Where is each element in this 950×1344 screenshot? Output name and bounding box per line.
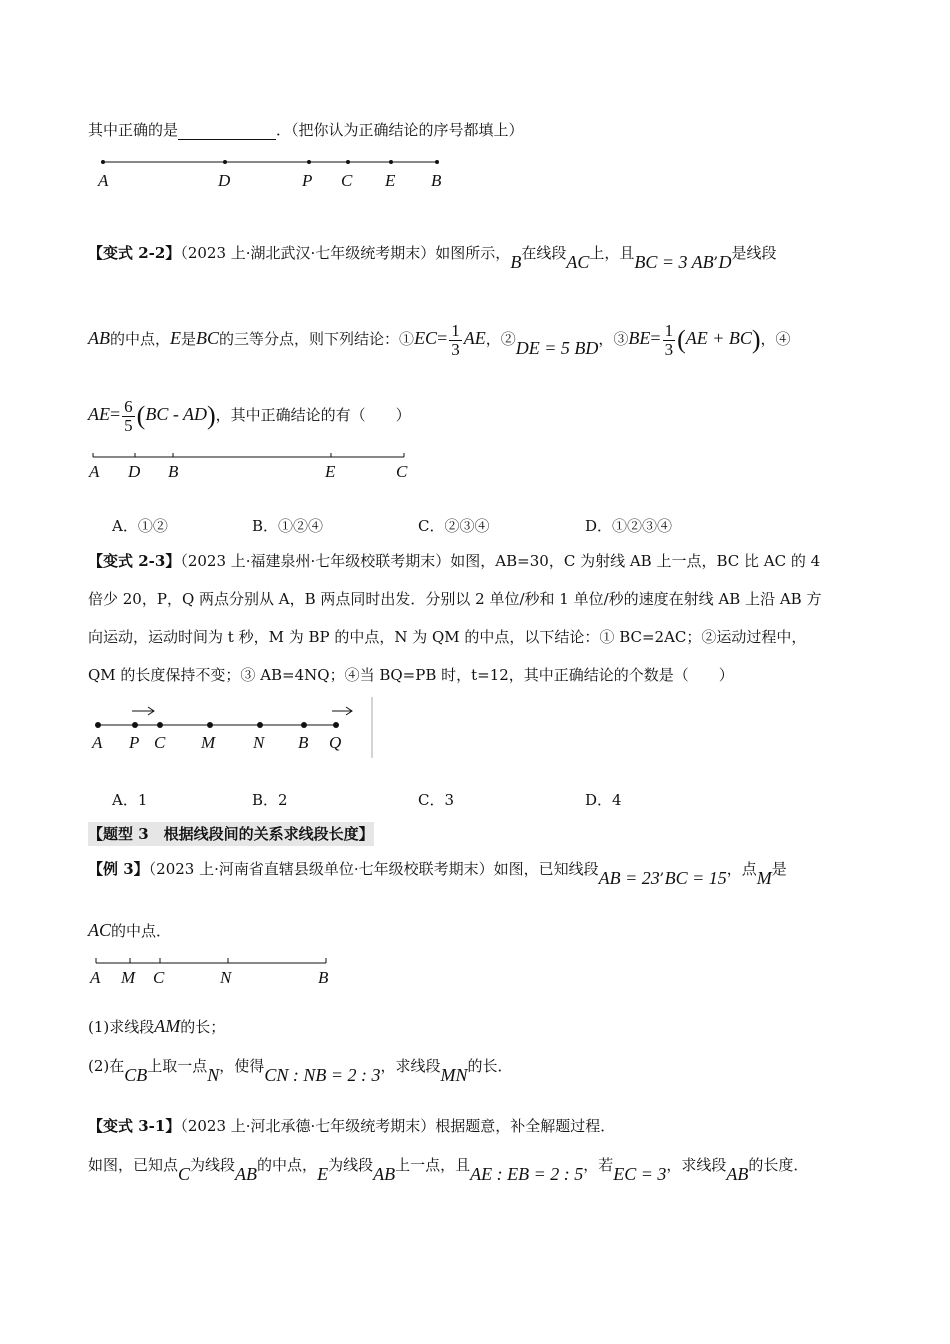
v31-line1: 【变式 3-1】（2023 上·河北承德·七年级统考期末）根据题意，补全解题过程． (88, 1117, 616, 1135)
section-heading: 【题型 3 根据线段间的关系求线段长度】 (88, 822, 374, 846)
label-D: D (128, 462, 141, 481)
label-E: E (385, 171, 396, 190)
segment-figure-1 (95, 150, 455, 195)
v23-option-a[interactable]: A．1 (112, 791, 148, 809)
label-A: A (89, 462, 100, 481)
question-tail-line: 其中正确的是 ．（把你认为正确结论的序号都填上） (88, 121, 524, 139)
ex3-line2: AC的中点． (88, 920, 172, 940)
ex3-q1: (1)求线段AM的长； (88, 1016, 226, 1036)
ex3-line1: 【例 3】（2023 上·河南省直辖县级单位·七年级校联考期末）如图，已知线段AB = 23,BC = 15，点M是 (88, 860, 787, 888)
v22-option-d[interactable]: D．①②③④ (585, 517, 673, 535)
label-C: C (153, 968, 165, 987)
v22-line3: AE= $\frac{6}{5}$ (BC - AD)，其中正确结论的有（ ） (88, 396, 411, 435)
label-B: B (431, 171, 442, 190)
segment-figure-3 (88, 695, 378, 760)
label-A: A (98, 171, 109, 190)
v23-line4: QM 的长度保持不变；③ AB=4NQ；④当 BQ=PB 时，t=12，其中正确结论的个数是（ ） (88, 666, 734, 684)
label-P: P (302, 171, 313, 190)
answer-blank[interactable] (178, 123, 276, 140)
label-C: C (396, 462, 408, 481)
v23-line3: 向运动，运动时间为 t 秒，M 为 BP 的中点，N 为 QM 的中点，以下结论：① BC=2AC；②运动过程中， (88, 628, 807, 646)
v23-option-b[interactable]: B．2 (252, 791, 288, 809)
label-B: B (318, 968, 329, 987)
v22-line1: 【变式 2-2】（2023 上·湖北武汉·七年级统考期末）如图所示，B在线段AC上，且BC = 3 AB,D是线段 (88, 244, 777, 272)
label-M: M (121, 968, 136, 987)
v22-option-c[interactable]: C．②③④ (418, 517, 490, 535)
label-P: P (129, 733, 140, 752)
v23-option-c[interactable]: C．3 (418, 791, 455, 809)
segment-figure-2 (88, 447, 418, 485)
v31-line2: 如图，已知点C为线段AB的中点，E为线段AB上一点，且AE : EB = 2 : 5，若EC = 3，求线段AB的长度． (88, 1156, 809, 1184)
ex3-q2: (2)在CB上取一点N，使得CN : NB = 2 : 3，求线段MN的长． (88, 1057, 513, 1085)
label-E: E (325, 462, 336, 481)
v22-line2: AB的中点，E是BC的三等分点，则下列结论：①EC= $\frac{1}{3}$ AE，②DE = 5 BD，③BE= $\frac{1}{3}$ (AE + BC)，④ (88, 320, 791, 359)
label-Q: Q (329, 733, 342, 752)
label-C: C (341, 171, 353, 190)
label-A: A (90, 968, 101, 987)
v23-line2: 倍少 20，P，Q 两点分别从 A，B 两点同时出发．分别以 2 单位/秒和 1 单位/秒的速度在射线 AB 上沿 AB 方 (88, 590, 822, 608)
label-M: M (201, 733, 216, 752)
label-B: B (298, 733, 309, 752)
v23-line1: 【变式 2-3】（2023 上·福建泉州·七年级校联考期末）如图，AB=30，C 为射线 AB 上一点，BC 比 AC 的 4 (88, 552, 821, 570)
v22-option-a[interactable]: A．①② (112, 517, 168, 535)
label-N: N (220, 968, 232, 987)
segment-figure-4 (88, 953, 338, 991)
v23-option-d[interactable]: D．4 (585, 791, 622, 809)
label-C: C (154, 733, 166, 752)
label-B: B (168, 462, 179, 481)
label-D: D (218, 171, 231, 190)
v22-option-b[interactable]: B．①②④ (252, 517, 324, 535)
label-N: N (253, 733, 265, 752)
label-A: A (92, 733, 103, 752)
